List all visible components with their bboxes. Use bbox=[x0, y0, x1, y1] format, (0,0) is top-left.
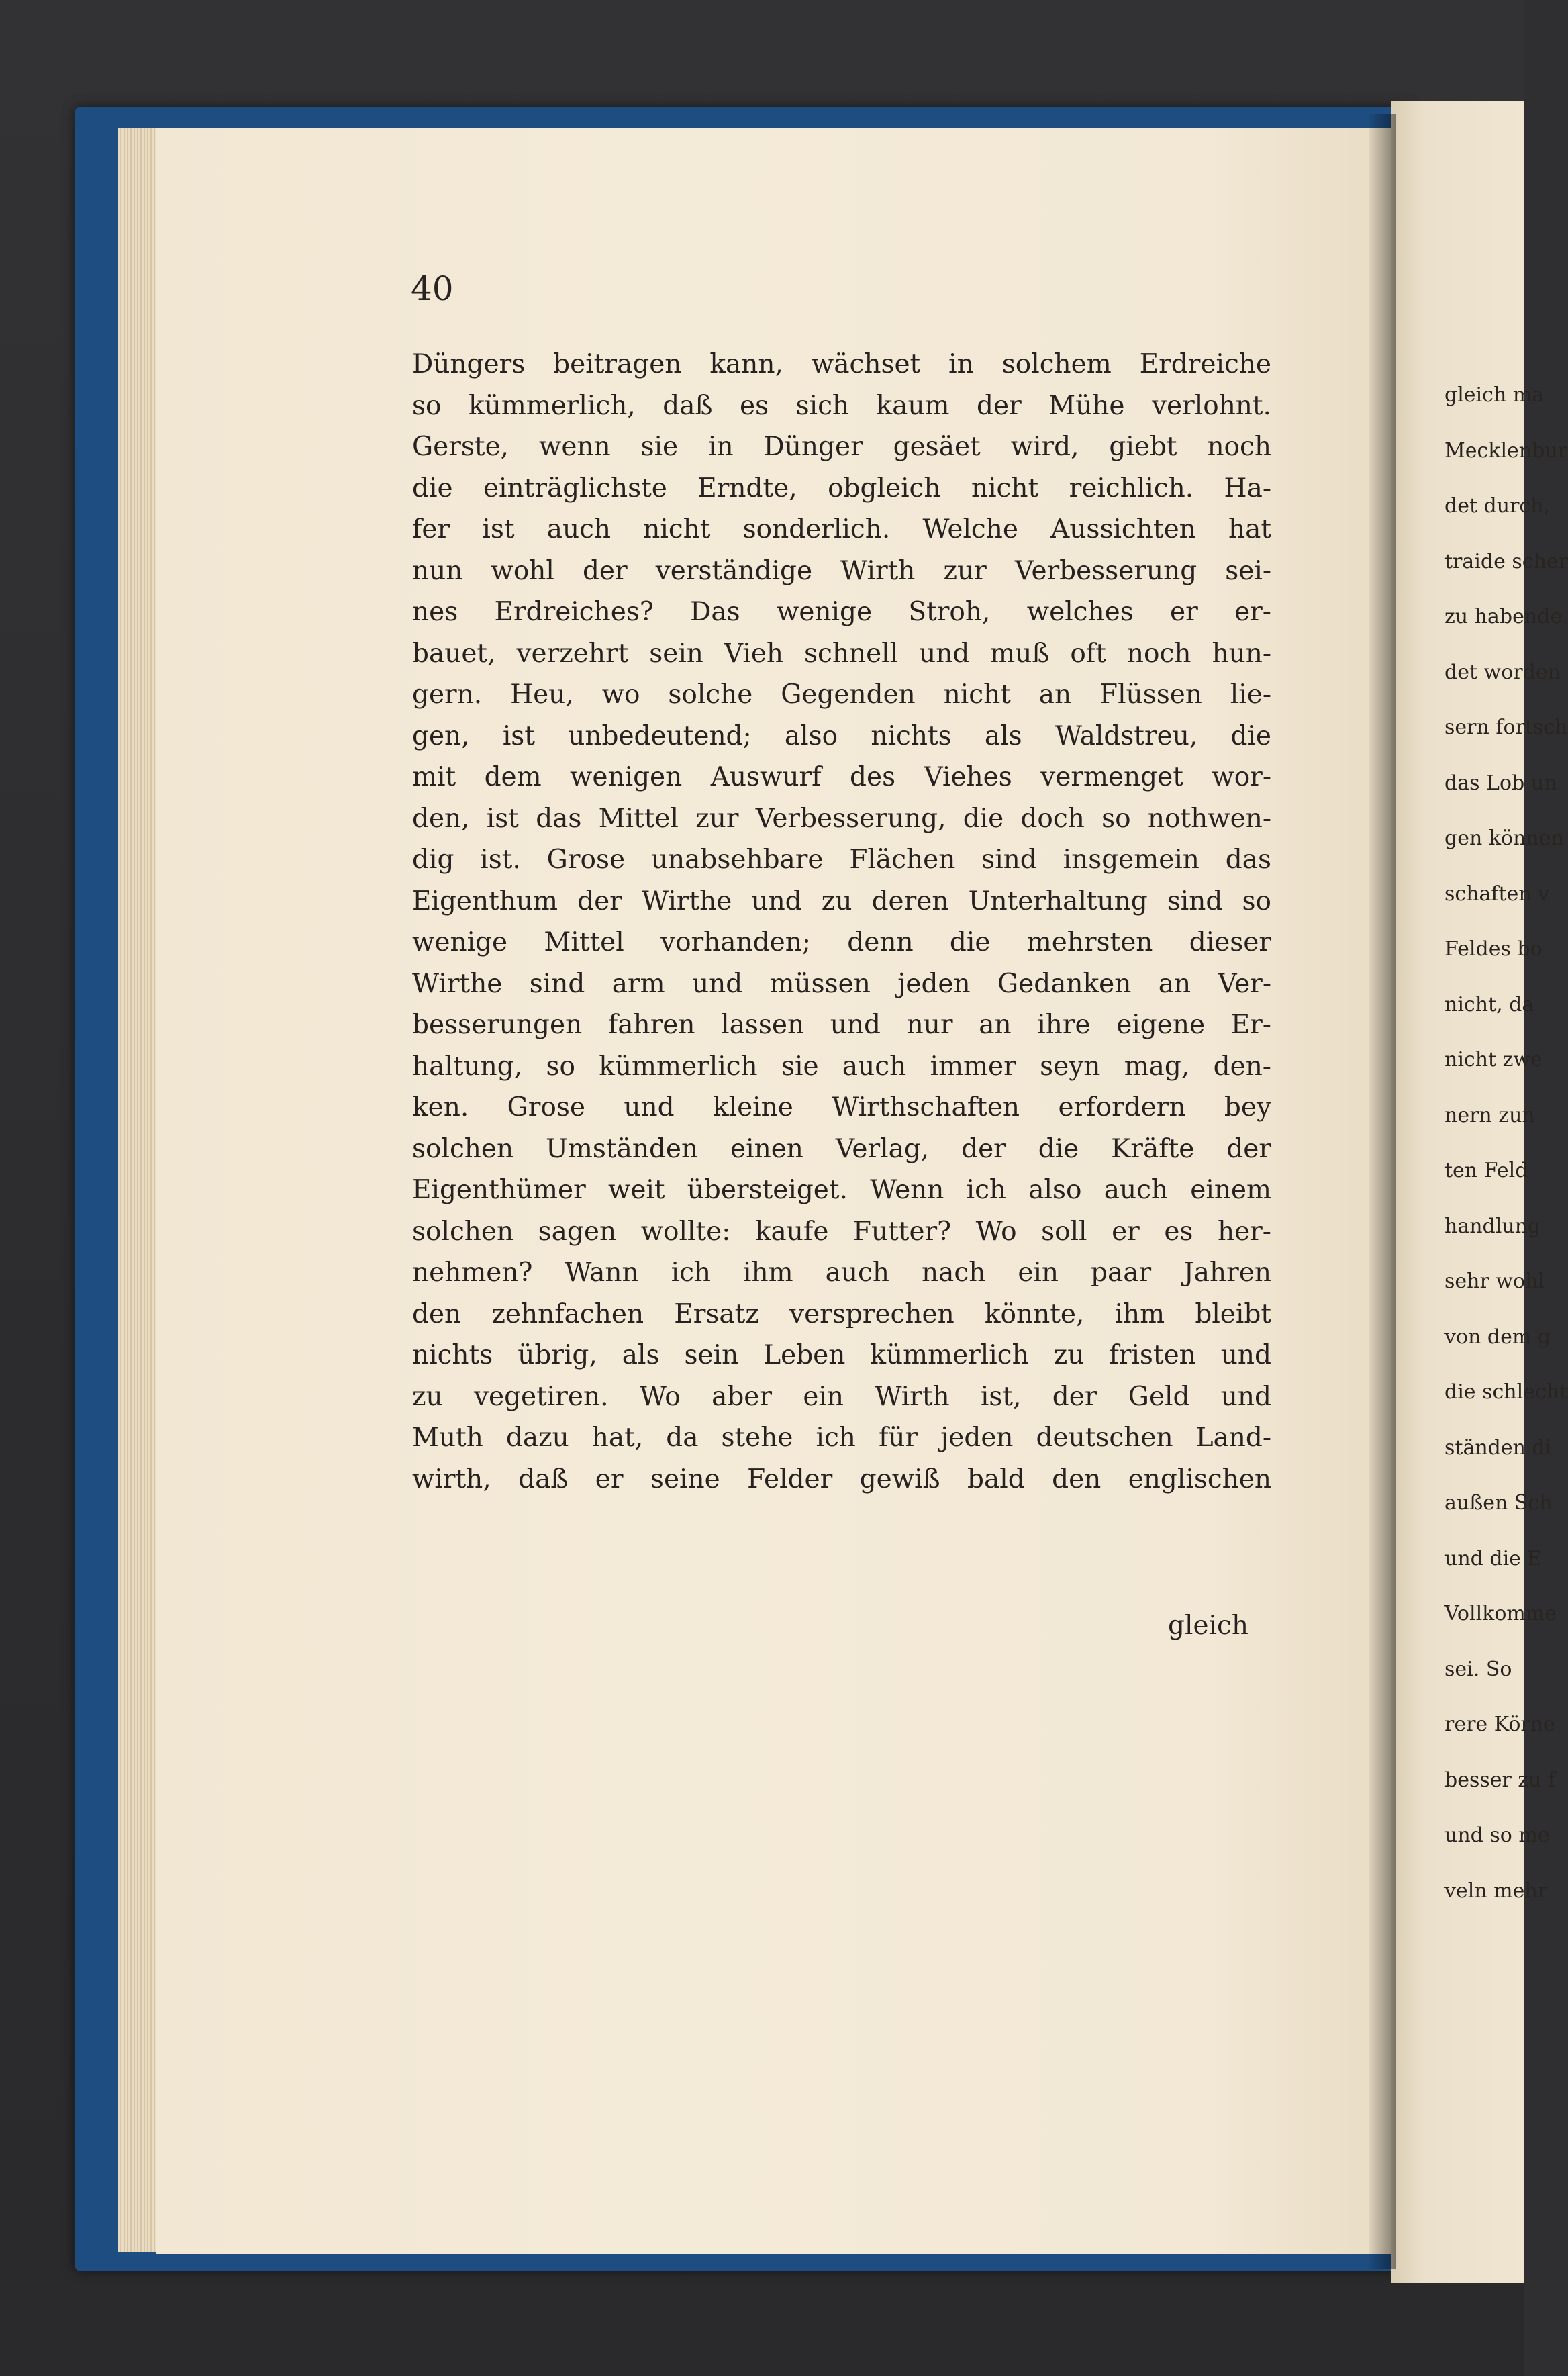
text-line: solchen Umständen einen Verlag, der die Kräfte der bbox=[412, 1133, 1271, 1164]
text-line: Wirthe sind arm und müssen jeden Gedanken an Ver- bbox=[412, 968, 1271, 999]
text-line: solchen sagen wollte: kaufe Futter? Wo soll er es her- bbox=[412, 1216, 1271, 1247]
facing-line: sei. So bbox=[1444, 1657, 1512, 1681]
text-line: Muth dazu hat, da stehe ich für jeden deutschen Land- bbox=[412, 1423, 1271, 1453]
text-line: so kümmerlich, daß es sich kaum der Mühe verlohnt. bbox=[412, 390, 1271, 421]
facing-line: nicht zwe bbox=[1444, 1048, 1542, 1072]
book-gutter-shadow bbox=[1369, 114, 1396, 2269]
text-line: bauet, verzehrt sein Vieh schnell und muß oft noch hun- bbox=[412, 638, 1271, 669]
facing-line: ständen di bbox=[1444, 1435, 1552, 1460]
facing-line: schaften v bbox=[1444, 882, 1550, 906]
facing-line: besser zu f bbox=[1444, 1768, 1556, 1792]
text-line: gern. Heu, wo solche Gegenden nicht an Flüssen lie- bbox=[412, 679, 1271, 710]
text-line: ken. Grose und kleine Wirthschaften erfordern bey bbox=[412, 1092, 1271, 1123]
facing-line: zu habende bbox=[1444, 605, 1563, 628]
facing-line: nern zun bbox=[1444, 1103, 1535, 1127]
facing-line: rere Körne bbox=[1444, 1713, 1555, 1736]
facing-line: sern fortsch bbox=[1444, 716, 1568, 739]
text-line: wirth, daß er seine Felder gewiß bald den englischen bbox=[412, 1464, 1271, 1494]
facing-line: und die E bbox=[1444, 1546, 1542, 1570]
text-line: zu vegetiren. Wo aber ein Wirth ist, der Geld und bbox=[412, 1381, 1271, 1412]
page-edge-stack bbox=[118, 128, 158, 2252]
facing-line: Mecklenbur bbox=[1444, 438, 1567, 463]
facing-line: gleich ma bbox=[1444, 383, 1545, 407]
facing-line: von dem g bbox=[1444, 1325, 1551, 1349]
facing-line: nicht, da bbox=[1444, 992, 1534, 1016]
facing-page-text bbox=[1444, 368, 1568, 1919]
catchword: gleich bbox=[1168, 1611, 1248, 1641]
text-line: gen, ist unbedeutend; also nichts als Waldstreu, die bbox=[412, 720, 1271, 751]
text-line: nichts übrig, als sein Leben kümmerlich zu fristen und bbox=[412, 1340, 1271, 1370]
body-text bbox=[412, 344, 1271, 1500]
text-line: nehmen? Wann ich ihm auch nach ein paar Jahren bbox=[412, 1257, 1271, 1288]
facing-line: traide scher bbox=[1444, 549, 1568, 573]
text-line: nun wohl der verständige Wirth zur Verbesserung sei- bbox=[412, 555, 1271, 586]
page-number: 40 bbox=[411, 269, 454, 308]
text-line: haltung, so kümmerlich sie auch immer seyn mag, den- bbox=[412, 1051, 1271, 1082]
text-line: Gerste, wenn sie in Dünger gesäet wird, giebt noch bbox=[412, 432, 1271, 462]
text-line: wenige Mittel vorhanden; denn die mehrsten dieser bbox=[412, 927, 1271, 957]
text-line: besserungen fahren lassen und nur an ihre eigene Er- bbox=[412, 1010, 1271, 1040]
facing-line: handlung bbox=[1444, 1214, 1541, 1238]
text-line: Eigenthum der Wirthe und zu deren Unterhaltung sind so bbox=[412, 886, 1271, 916]
facing-line: und so me bbox=[1444, 1823, 1550, 1847]
text-line: dig ist. Grose unabsehbare Flächen sind insgemein das bbox=[412, 845, 1271, 875]
facing-line: veln mehr bbox=[1444, 1879, 1548, 1903]
text-line: den, ist das Mittel zur Verbesserung, die doch so nothwen- bbox=[412, 803, 1271, 834]
facing-page bbox=[1391, 101, 1568, 2283]
text-line: Eigenthümer weit übersteiget. Wenn ich also auch einem bbox=[412, 1175, 1271, 1205]
text-line: Düngers beitragen kann, wächset in solchem Erdreiche bbox=[412, 349, 1271, 379]
text-line: nes Erdreiches? Das wenige Stroh, welches er er- bbox=[412, 597, 1271, 627]
facing-line: sehr wohl bbox=[1444, 1270, 1545, 1293]
text-line: fer ist auch nicht sonderlich. Welche Aussichten hat bbox=[412, 514, 1271, 544]
text-line: mit dem wenigen Auswurf des Viehes vermenget wor- bbox=[412, 762, 1271, 792]
text-line: den zehnfachen Ersatz versprechen könnte, ihm bleibt bbox=[412, 1298, 1271, 1329]
facing-line: das Lob un bbox=[1444, 771, 1557, 795]
text-line: die einträglichste Erndte, obgleich nicht reichlich. Ha- bbox=[412, 473, 1271, 504]
facing-line: gen können bbox=[1444, 826, 1564, 850]
facing-line: die schlecht bbox=[1444, 1380, 1568, 1404]
facing-line: außen Sch bbox=[1444, 1491, 1553, 1515]
facing-line: det worden bbox=[1444, 660, 1561, 684]
facing-line: det durch, bbox=[1444, 494, 1551, 518]
facing-line: ten Feld bbox=[1444, 1159, 1528, 1182]
facing-line: Vollkomme bbox=[1444, 1602, 1557, 1625]
facing-line: Feldes bo bbox=[1444, 937, 1542, 961]
